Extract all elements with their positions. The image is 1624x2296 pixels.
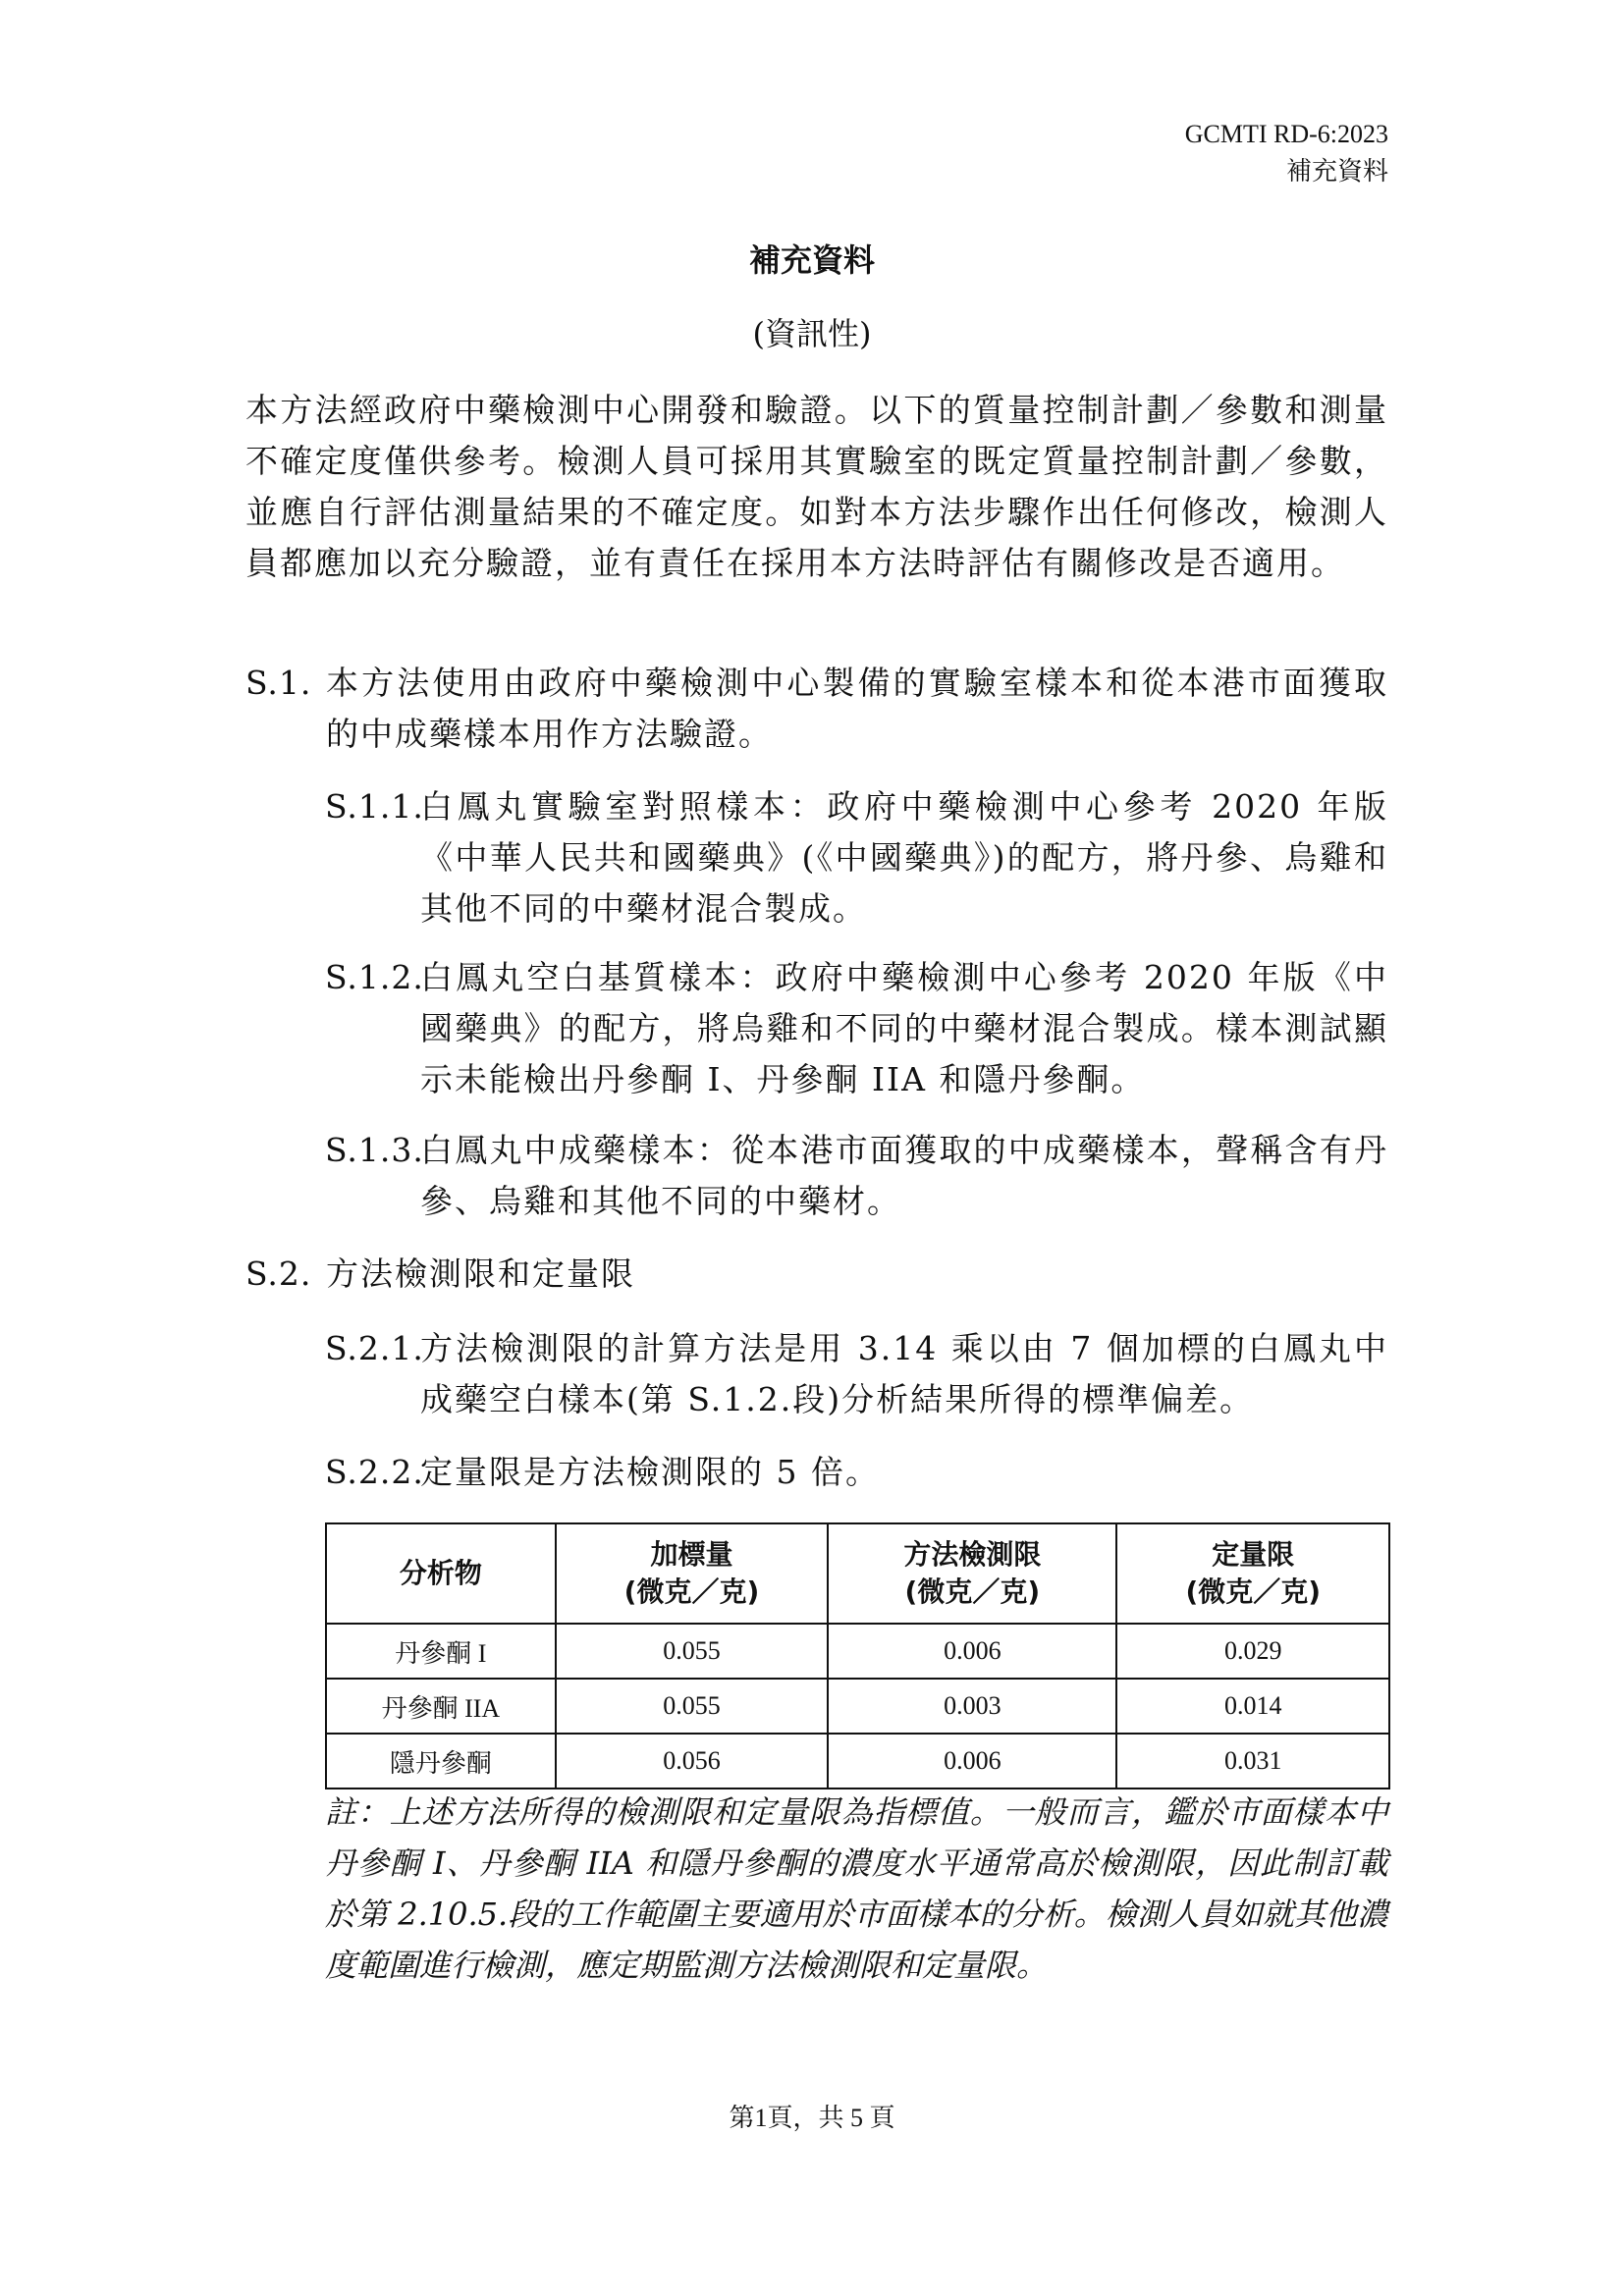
cell-lod: 0.003 — [828, 1679, 1116, 1734]
table-note: 註：上述方法所得的檢測限和定量限為指標值。一般而言，鑑於市面樣本中丹參酮 I、丹參酮 IIA 和隱丹參酮的濃度水平通常高於檢測限，因此制訂載於第 2.10.5.段的工作範圍主要適用於市面樣本的分析。檢測人員如就其他濃度範圍進行檢測，應定期監測方法檢測限和定量限。 — [325, 1793, 1388, 1984]
cell-lod: 0.006 — [828, 1624, 1116, 1679]
section-text: 本方法使用由政府中藥檢測中心製備的實驗室樣本和從本港市面獲取的中成藥樣本用作方法驗證。 — [326, 664, 1388, 753]
section-text: 方法檢測限的計算方法是用 3.14 乘以由 7 個加標的白鳳丸中成藥空白樣本(第 S.1.2.段)分析結果所得的標準偏差。 — [420, 1329, 1388, 1418]
table-row — [326, 1624, 1389, 1679]
cell-loq: 0.031 — [1116, 1734, 1389, 1789]
section-s2-1 — [325, 1323, 1388, 1425]
table-row — [326, 1734, 1389, 1789]
cell-spike: 0.055 — [556, 1679, 828, 1734]
section-text: 定量限是方法檢測限的 5 倍。 — [420, 1453, 880, 1491]
section-text: 白鳳丸中成藥樣本：從本港市面獲取的中成藥樣本，聲稱含有丹參、烏雞和其他不同的中藥材。 — [420, 1131, 1388, 1220]
section-number: S.2.2. — [325, 1453, 424, 1491]
cell-loq: 0.029 — [1116, 1624, 1389, 1679]
cell-spike: 0.056 — [556, 1734, 828, 1789]
header-analyte: 分析物 — [326, 1523, 556, 1624]
section-text: 白鳳丸空白基質樣本：政府中藥檢測中心參考 2020 年版《中國藥典》的配方，將烏雞和不同的中藥材混合製成。樣本測試顯示未能檢出丹參酮 I、丹參酮 IIA 和隱丹參酮。 — [420, 958, 1388, 1098]
cell-loq: 0.014 — [1116, 1679, 1389, 1734]
section-number: S.1.1. — [325, 787, 424, 826]
section-number: S.1.2. — [325, 958, 424, 996]
cell-lod: 0.006 — [828, 1734, 1116, 1789]
cell-analyte: 隱丹參酮 — [326, 1734, 556, 1789]
section-s1-2 — [325, 952, 1388, 1105]
intro-paragraph: 本方法經政府中藥檢測中心開發和驗證。以下的質量控制計劃／參數和測量不確定度僅供參考。檢測人員可採用其實驗室的既定質量控制計劃／參數，並應自行評估測量結果的不確定度。如對本方法步驟作出任何修改，檢測人員都應加以充分驗證，並有責任在採用本方法時評估有關修改是否適用。 — [245, 391, 1388, 582]
lod-loq-table — [325, 1522, 1390, 1789]
header-spike-amount: 加標量 (微克／克) — [556, 1523, 828, 1624]
table-row — [326, 1679, 1389, 1734]
table-header-row — [326, 1523, 1389, 1624]
header-method-lod: 方法檢測限 (微克／克) — [828, 1523, 1116, 1624]
section-number: S.2. — [245, 1255, 312, 1293]
cell-analyte: 丹參酮 IIA — [326, 1679, 556, 1734]
header-loq: 定量限 (微克／克) — [1116, 1523, 1389, 1624]
section-text: 白鳳丸實驗室對照樣本：政府中藥檢測中心參考 2020 年版《中華人民共和國藥典》(《中國藥典》)的配方，將丹參、烏雞和其他不同的中藥材混合製成。 — [420, 787, 1388, 928]
section-number: S.2.1. — [325, 1329, 424, 1367]
cell-analyte: 丹參酮 I — [326, 1624, 556, 1679]
section-s1 — [245, 658, 1388, 760]
section-text: 方法檢測限和定量限 — [326, 1255, 635, 1293]
section-number: S.1.3. — [325, 1131, 424, 1169]
cell-spike: 0.055 — [556, 1624, 828, 1679]
page-title: 補充資料 — [748, 241, 875, 279]
section-number: S.1. — [245, 664, 312, 702]
document-header — [1185, 116, 1388, 190]
header-section-label: 補充資料 — [1285, 157, 1388, 186]
section-s1-3 — [325, 1125, 1388, 1227]
section-s2-2 — [325, 1447, 1388, 1498]
section-s1-1 — [325, 781, 1388, 934]
page-subtitle: (資訊性) — [752, 315, 872, 352]
page-number: 第1頁，共 5 頁 — [729, 2104, 895, 2132]
section-s2 — [245, 1249, 1388, 1300]
doc-code: GCMTI RD-6:2023 — [1184, 120, 1388, 148]
